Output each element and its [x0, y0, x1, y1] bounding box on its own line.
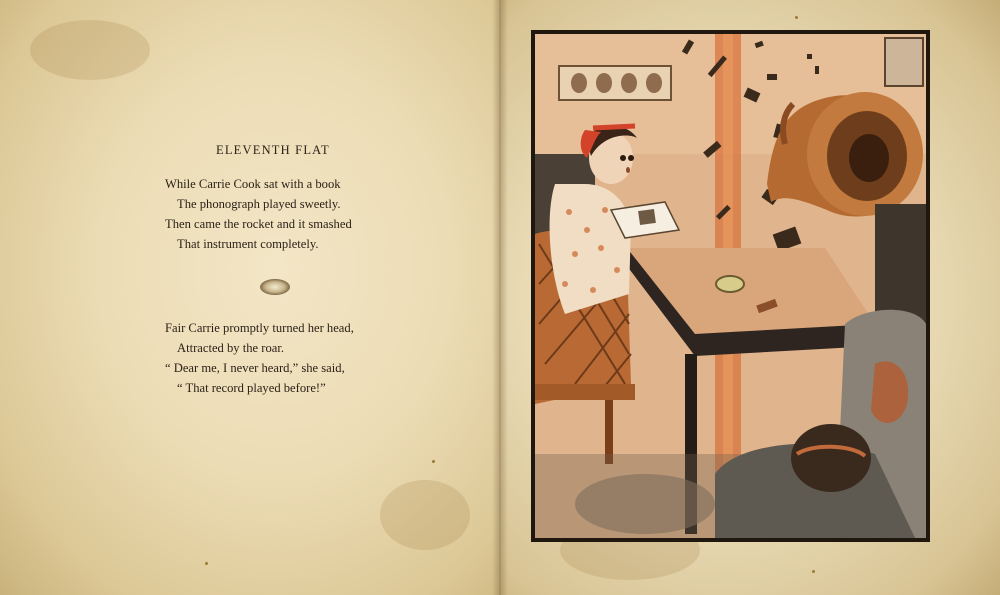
paper-speck: [432, 460, 435, 463]
poem-line: Fair Carrie promptly turned her head,: [165, 321, 354, 335]
paper-speck: [812, 570, 815, 573]
divider-ornament: [260, 279, 290, 295]
poem-line: The phonograph played sweetly.: [177, 197, 341, 211]
poem-line: While Carrie Cook sat with a book: [165, 177, 341, 191]
poem-line: “ That record played before!”: [177, 381, 326, 395]
poem-line: That instrument completely.: [177, 237, 319, 251]
wall-picture: [559, 66, 671, 100]
poem-title: ELEVENTH FLAT: [216, 143, 330, 157]
poem-line: Then came the rocket and it smashed: [165, 217, 352, 231]
paper-speck: [795, 16, 798, 19]
poem-line: “ Dear me, I never heard,” she said,: [165, 361, 345, 375]
stanza-one: [165, 174, 352, 254]
stanza-two: [165, 318, 354, 398]
poem-line: Attracted by the roar.: [177, 341, 285, 355]
book-gutter: [492, 0, 508, 595]
window: [885, 38, 923, 86]
illustration: [535, 34, 926, 538]
paper-speck: [205, 562, 208, 565]
paper-stain: [380, 480, 470, 550]
phonograph-horn: [767, 92, 923, 217]
illustration-frame: [531, 30, 930, 542]
paper-stain: [30, 20, 150, 80]
